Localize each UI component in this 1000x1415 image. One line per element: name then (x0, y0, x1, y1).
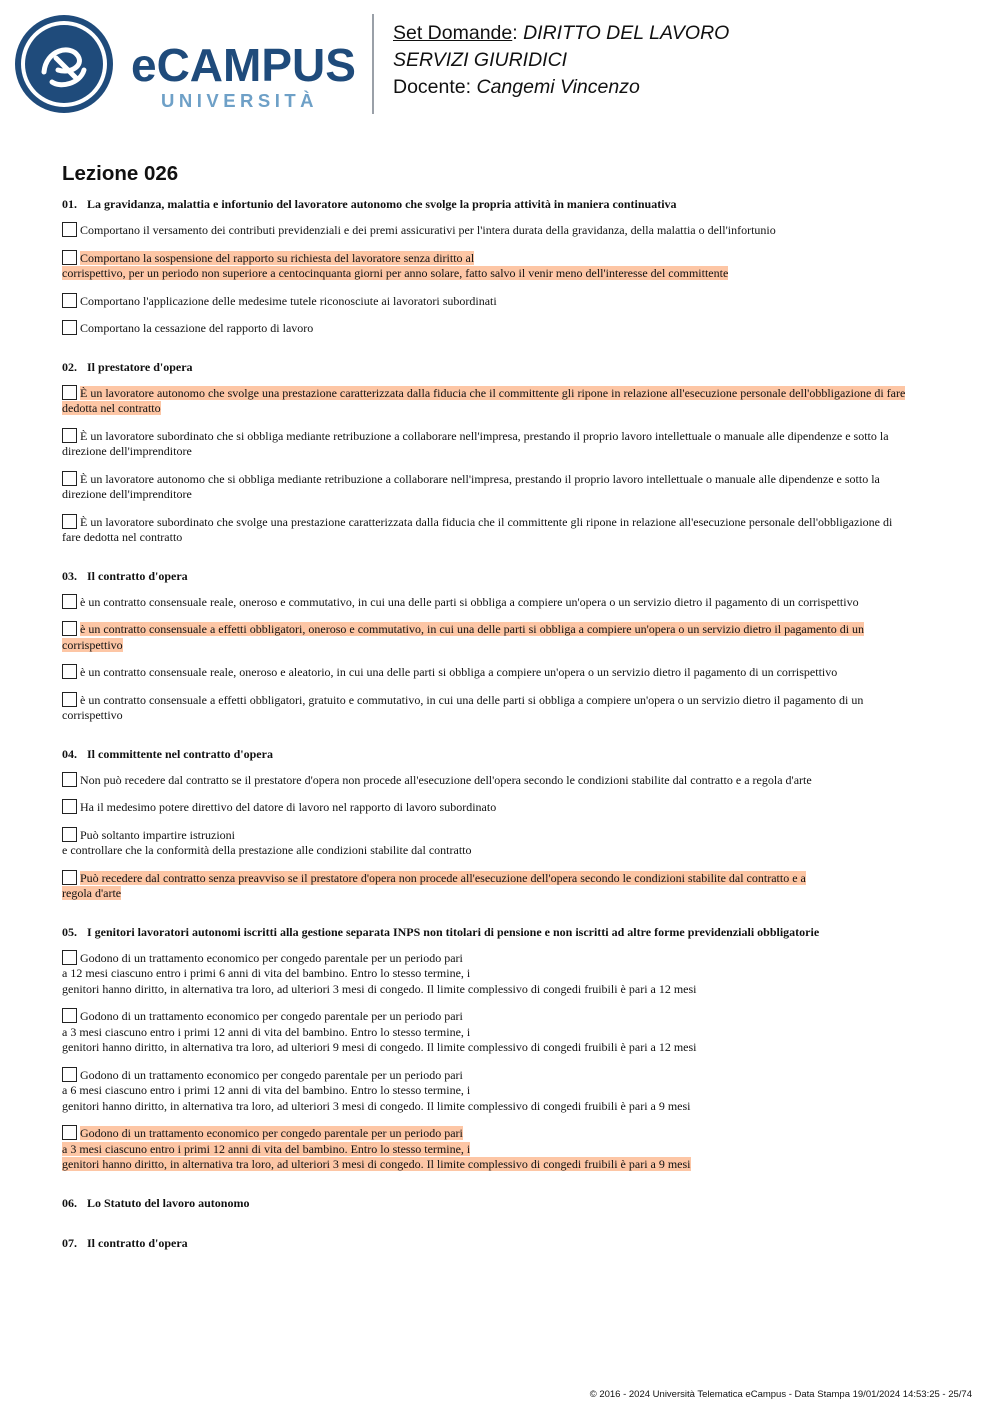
answer-text: corrispettivo, per un periodo non superiore a centocinquanta giorni per anno solare, fatto salvo il venir meno dell'interesse del committente (62, 266, 729, 280)
question-text: Il committente nel contratto d'opera (87, 746, 273, 761)
answer-line (62, 870, 942, 887)
set-line (393, 20, 729, 47)
question-title (62, 196, 942, 212)
answer-text: Comportano il versamento dei contributi previdenziali e dei premi assicurativi per l'intera durata della gravidanza, della malattia o dell'infortunio (80, 223, 776, 237)
answer-option (62, 293, 942, 310)
answer-option (62, 799, 942, 816)
answer-line (62, 594, 942, 611)
header-divider (372, 14, 374, 114)
question-number: 05. (62, 924, 77, 939)
answer-text: È un lavoratore autonomo che svolge una prestazione caratterizzata dalla fiducia che il committente gli ripone in relazione all'esecuzione personale dell'obbligazione di fare (80, 385, 906, 400)
answer-text: Può soltanto impartire istruzioni (80, 827, 235, 842)
answer-text: è un contratto consensuale reale, oneroso e aleatorio, in cui una delle parti si obbliga a compiere un'opera o un servizio dietro il pagamento di un corrispettivo (80, 665, 838, 679)
answer-text: È un lavoratore subordinato che svolge una prestazione caratterizzata dalla fiducia che il committente gli ripone in relazione all'esecuzione personale dell'obbligazione di (80, 514, 893, 529)
set-value-1: DIRITTO DEL LAVORO (523, 22, 730, 44)
answer-text: fare dedotta nel contratto (62, 530, 183, 544)
answer-line (62, 982, 942, 998)
answer-text: Ha il medesimo potere direttivo del datore di lavoro nel rapporto di lavoro subordinato (80, 800, 497, 814)
answer-line (62, 772, 942, 789)
answer-line (62, 1157, 942, 1173)
question-number: 06. (62, 1195, 77, 1210)
answer-checkbox[interactable] (62, 621, 77, 636)
answer-checkbox[interactable] (62, 385, 77, 400)
teacher-value: Cangemi Vincenzo (476, 76, 640, 98)
answer-option (62, 664, 942, 681)
answer-option (62, 692, 942, 724)
answer-line (62, 827, 942, 844)
answer-line (62, 320, 942, 337)
answer-line (62, 1083, 942, 1099)
answer-text: dedotta nel contratto (62, 401, 161, 415)
answer-line (62, 1125, 942, 1142)
answer-option (62, 1008, 942, 1056)
answer-option (62, 514, 942, 546)
question (62, 359, 942, 546)
answer-text: corrispettivo (62, 637, 123, 652)
answer-text: Comportano la cessazione del rapporto di lavoro (80, 321, 314, 335)
answer-line (62, 1008, 942, 1025)
question (62, 196, 942, 337)
answer-option (62, 385, 942, 417)
answer-option (62, 950, 942, 998)
answer-line (62, 385, 942, 402)
answer-line (62, 471, 942, 488)
answer-text: genitori hanno diritto, in alternativa tra loro, ad ulteriori 3 mesi di congedo. Il limite complessivo di congedi fruibili è pari a 9 mesi (62, 1098, 691, 1113)
ecampus-logo (14, 14, 359, 118)
answer-line (62, 1099, 942, 1115)
answer-checkbox[interactable] (62, 772, 77, 787)
logo-wordmark: eCAMPUS (131, 39, 356, 91)
question-number: 07. (62, 1235, 77, 1250)
question (62, 568, 942, 724)
answer-checkbox[interactable] (62, 293, 77, 308)
answer-line (62, 621, 942, 638)
question-text: La gravidanza, malattia e infortunio del lavoratore autonomo che svolge la propria attività in maniera continuativa (87, 197, 677, 211)
answer-checkbox[interactable] (62, 664, 77, 679)
answer-option (62, 471, 942, 503)
answer-checkbox[interactable] (62, 870, 77, 885)
question-text: Il contratto d'opera (87, 1235, 188, 1250)
answer-text: a 3 mesi ciascuno entro i primi 12 anni di vita del bambino. Entro lo stesso termine, i (62, 1024, 471, 1039)
answer-text: genitori hanno diritto, in alternativa tra loro, ad ulteriori 9 mesi di congedo. Il limite complessivo di congedi fruibili è pari a 12 mesi (62, 1040, 697, 1054)
question-text: Lo Statuto del lavoro autonomo (87, 1195, 250, 1210)
answer-text: Può recedere dal contratto senza preavviso se il prestatore d'opera non procede all'esecuzione dell'opera secondo le condizioni stabilite dal contratto e a (80, 870, 806, 885)
question (62, 746, 942, 902)
answer-option (62, 870, 942, 902)
question-title (62, 568, 942, 584)
answer-line (62, 692, 942, 709)
answer-line (62, 428, 942, 445)
answer-text: Godono di un trattamento economico per congedo parentale per un periodo pari (80, 950, 463, 965)
answer-line (62, 1067, 942, 1084)
answer-checkbox[interactable] (62, 692, 77, 707)
answer-checkbox[interactable] (62, 471, 77, 486)
answer-text: genitori hanno diritto, in alternativa tra loro, ad ulteriori 3 mesi di congedo. Il limite complessivo di congedi fruibili è pari a 9 mesi (62, 1157, 691, 1171)
answer-text: direzione dell'imprenditore (62, 487, 192, 501)
answer-line (62, 799, 942, 816)
answer-line (62, 843, 942, 859)
logo-subtext: UNIVERSITÀ (161, 90, 319, 111)
question-number: 01. (62, 197, 77, 211)
page-footer: © 2016 - 2024 Università Telematica eCampus - Data Stampa 19/01/2024 14:53:25 - 25/74 (589, 1389, 972, 1400)
teacher-label: Docente: (393, 76, 472, 98)
answer-option (62, 222, 942, 239)
answer-line (62, 1040, 942, 1056)
answer-checkbox[interactable] (62, 250, 77, 265)
answer-option (62, 827, 942, 859)
answer-text: e controllare che la conformità della prestazione alle condizioni stabilite dal contratto (62, 843, 472, 857)
answer-text: a 12 mesi ciascuno entro i primi 6 anni di vita del bambino. Entro lo stesso termine, i (62, 966, 471, 980)
answer-option (62, 428, 942, 460)
answer-text: è un contratto consensuale reale, oneroso e commutativo, in cui una delle parti si obbliga a compiere un'opera o un servizio dietro il pagamento di un corrispettivo (80, 594, 859, 609)
answer-line (62, 266, 942, 282)
answer-text: È un lavoratore autonomo che si obbliga mediante retribuzione a collaborare nell'impresa, prestando il proprio lavoro intellettuale o manuale alle dipendenze e sotto la (80, 471, 880, 486)
answer-line (62, 1025, 942, 1041)
set-value-2: SERVIZI GIURIDICI (393, 49, 568, 71)
question-title (62, 746, 942, 762)
answer-line (62, 250, 942, 267)
answer-checkbox[interactable] (62, 428, 77, 443)
question-number: 04. (62, 746, 77, 761)
answer-checkbox[interactable] (62, 1067, 77, 1082)
answer-text: regola d'arte (62, 886, 122, 900)
answer-checkbox[interactable] (62, 799, 77, 814)
answer-text: Comportano l'applicazione delle medesime tutele riconosciute ai lavoratori subordinati (80, 293, 497, 308)
lesson-title: Lezione 026 (62, 162, 179, 185)
answer-line (62, 1142, 942, 1158)
question (62, 924, 942, 1173)
answer-option (62, 594, 942, 611)
answer-line (62, 886, 942, 902)
set-separator: : (512, 22, 518, 44)
header-info (393, 20, 729, 101)
question-number: 03. (62, 568, 77, 583)
answer-checkbox[interactable] (62, 320, 77, 335)
answer-line (62, 950, 942, 967)
answer-option (62, 772, 942, 789)
question (62, 1235, 942, 1251)
answer-option (62, 621, 942, 653)
answer-text: a 3 mesi ciascuno entro i primi 12 anni di vita del bambino. Entro lo stesso termine, i (62, 1141, 471, 1156)
answer-line (62, 444, 942, 460)
question-text: I genitori lavoratori autonomi iscritti alla gestione separata INPS non titolari di pensione e non iscritti ad altre forme previdenziali obbligatorie (87, 924, 820, 939)
answer-line (62, 530, 942, 546)
answer-line (62, 487, 942, 503)
answer-option (62, 1067, 942, 1115)
answer-line (62, 966, 942, 982)
answer-text: a 6 mesi ciascuno entro i primi 12 anni di vita del bambino. Entro lo stesso termine, i (62, 1083, 471, 1097)
question-text: Il contratto d'opera (87, 568, 188, 583)
question-number: 02. (62, 359, 77, 374)
answer-text: genitori hanno diritto, in alternativa tra loro, ad ulteriori 3 mesi di congedo. Il limite complessivo di congedi fruibili è pari a 12 mesi (62, 981, 697, 996)
answer-checkbox[interactable] (62, 950, 77, 965)
question-title (62, 359, 942, 375)
answer-line (62, 708, 942, 724)
answer-line (62, 401, 942, 417)
answer-line (62, 222, 942, 239)
answer-text: è un contratto consensuale a effetti obbligatori, oneroso e commutativo, in cui una delle parti si obbliga a compiere un'opera o un servizio dietro il pagamento di un (80, 622, 865, 636)
answer-text: direzione dell'imprenditore (62, 444, 192, 458)
answer-checkbox[interactable] (62, 514, 77, 529)
answer-option (62, 1125, 942, 1173)
question-title (62, 924, 942, 940)
answer-line (62, 638, 942, 654)
answer-text: Non può recedere dal contratto se il prestatore d'opera non procede all'esecuzione dell'opera secondo le condizioni stabilite dal contratto e a regola d'arte (80, 772, 812, 787)
question (62, 1195, 942, 1211)
answer-checkbox[interactable] (62, 222, 77, 237)
answer-line (62, 514, 942, 531)
answer-checkbox[interactable] (62, 594, 77, 609)
answer-text: È un lavoratore subordinato che si obbliga mediante retribuzione a collaborare nell'impresa, prestando il proprio lavoro intellettuale o manuale alle dipendenze e sotto la (80, 428, 889, 443)
answer-checkbox[interactable] (62, 1008, 77, 1023)
question-title (62, 1235, 942, 1251)
teacher-line (393, 74, 729, 101)
set-label: Set Domande (393, 22, 513, 44)
answer-text: è un contratto consensuale a effetti obbligatori, gratuito e commutativo, in cui una delle parti si obbliga a compiere un'opera o un servizio dietro il pagamento di un (80, 692, 864, 707)
question-title (62, 1195, 942, 1211)
answer-line (62, 664, 942, 681)
answer-text: Comportano la sospensione del rapporto su richiesta del lavoratore senza diritto al (80, 250, 475, 265)
answer-text: Godono di un trattamento economico per congedo parentale per un periodo pari (80, 1126, 463, 1140)
question-text: Il prestatore d'opera (87, 359, 193, 374)
answer-checkbox[interactable] (62, 1125, 77, 1140)
answer-checkbox[interactable] (62, 827, 77, 842)
answer-text: Godono di un trattamento economico per congedo parentale per un periodo pari (80, 1067, 463, 1082)
answer-option (62, 320, 942, 337)
answer-text: Godono di un trattamento economico per congedo parentale per un periodo pari (80, 1009, 463, 1023)
answer-option (62, 250, 942, 282)
answer-text: corrispettivo (62, 708, 123, 722)
answer-line (62, 293, 942, 310)
question-list (62, 196, 942, 1275)
